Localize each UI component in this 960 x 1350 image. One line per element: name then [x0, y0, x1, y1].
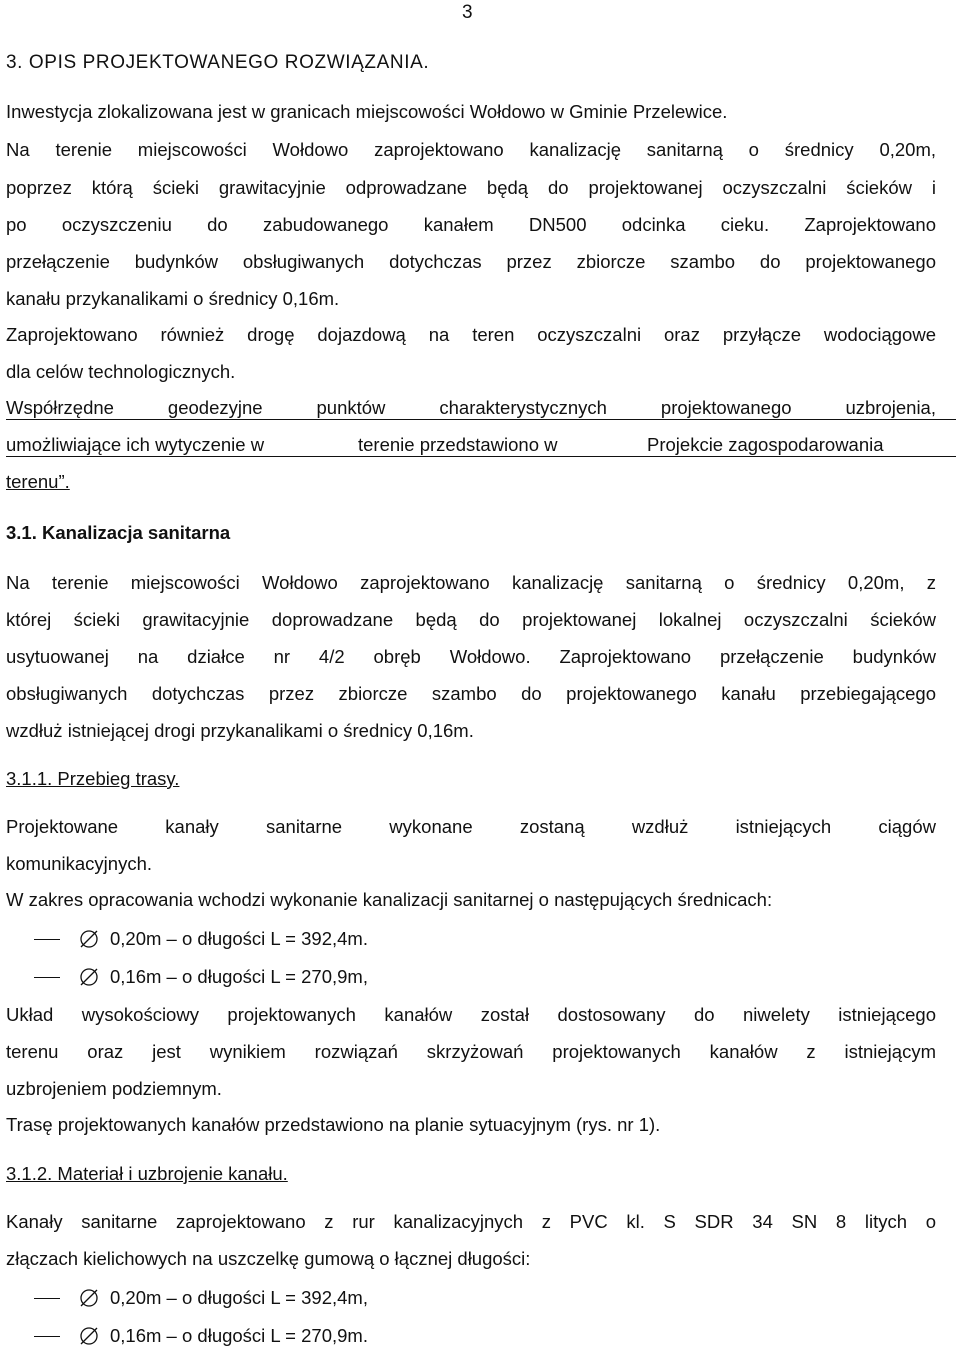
section-heading: 3. OPIS PROJEKTOWANEGO ROZWIĄZANIA.: [6, 52, 430, 73]
list-item-text: 0,16m – o długości L = 270,9m,: [110, 966, 368, 987]
paragraph-line: obsługiwanych dotychczas przez zbiorcze szambo do projektowanego kanału przebiegającego: [6, 683, 936, 704]
paragraph-line: poprzez którą ścieki grawitacyjnie odprowadzane będą do projektowanej oczyszczalni ścieków i: [6, 177, 936, 198]
subsection-heading: 3.1.2. Materiał i uzbrojenie kanału.: [6, 1163, 288, 1184]
paragraph-line: wzdłuż istniejącej drogi przykanalikami o średnicy 0,16m.: [6, 720, 474, 741]
diameter-symbol-icon: [78, 1287, 100, 1309]
paragraph-line: dla celów technologicznych.: [6, 361, 236, 382]
paragraph-line: Na terenie miejscowości Wołdowo zaprojektowano kanalizację sanitarną o średnicy 0,20m, z: [6, 572, 936, 593]
paragraph-line: terenu oraz jest wynikiem rozwiązań skrzyżowań projektowanych kanałów z istniejącym: [6, 1041, 936, 1062]
paragraph-line: której ścieki grawitacyjnie doprowadzane będą do projektowanej lokalnej oczyszczalni ścieków: [6, 609, 936, 630]
paragraph-line: komunikacyjnych.: [6, 853, 153, 874]
paragraph-line: Zaprojektowano również drogę dojazdową na teren oczyszczalni oraz przyłącze wodociągowe: [6, 324, 936, 345]
paragraph-line: Na terenie miejscowości Wołdowo zaprojektowano kanalizację sanitarną o średnicy 0,20m,: [6, 139, 936, 160]
subsection-heading: 3.1. Kanalizacja sanitarna: [6, 522, 231, 543]
paragraph-line: Projektowane kanały sanitarne wykonane zostaną wzdłuż istniejących ciągów: [6, 816, 936, 837]
diameter-symbol-icon: [78, 966, 100, 988]
list-item: [6, 966, 936, 988]
paragraph-line: po oczyszczeniu do zabudowanego kanałem DN500 odcinka cieku. Zaprojektowano: [6, 214, 936, 235]
paragraph-line: Kanały sanitarne zaprojektowano z rur kanalizacyjnych z PVC kl. S SDR 34 SN 8 litych o: [6, 1211, 936, 1232]
diameter-symbol-icon: [78, 928, 100, 950]
paragraph-line: złączach kielichowych na uszczelkę gumową o łącznej długości:: [6, 1248, 531, 1269]
paragraph-line: przełączenie budynków obsługiwanych dotychczas przez zbiorcze szambo do projektowanego: [6, 251, 936, 272]
list-item-text: 0,20m – o długości L = 392,4m.: [110, 928, 368, 949]
paragraph-line: Trasę projektowanych kanałów przedstawiono na planie sytuacyjnym (rys. nr 1).: [6, 1114, 661, 1135]
list-item: [6, 1325, 936, 1347]
paragraph-line: Projekcie zagospodarowania: [647, 434, 884, 455]
paragraph-line: kanału przykanalikami o średnicy 0,16m.: [6, 288, 340, 309]
diameter-symbol-icon: [78, 1325, 100, 1347]
list-item-text: 0,20m – o długości L = 392,4m,: [110, 1287, 368, 1308]
paragraph-line: terenu”.: [6, 471, 70, 492]
subsection-heading: 3.1.1. Przebieg trasy.: [6, 768, 180, 789]
paragraph-line: Współrzędne geodezyjne punktów charakterystycznych projektowanego uzbrojenia,: [6, 397, 936, 418]
list-item: [6, 1287, 936, 1309]
paragraph-line: Inwestycja zlokalizowana jest w granicach miejscowości Wołdowo w Gminie Przelewice.: [6, 101, 728, 122]
page-number: 3: [462, 2, 473, 23]
list-item: [6, 928, 936, 950]
en-dash-bullet-icon: [34, 1298, 60, 1299]
paragraph-line: usytuowanej na działce nr 4/2 obręb Wołdowo. Zaprojektowano przełączenie budynków: [6, 646, 936, 667]
en-dash-bullet-icon: [34, 939, 60, 940]
paragraph-line: W zakres opracowania wchodzi wykonanie kanalizacji sanitarnej o następujących średnicach:: [6, 889, 773, 910]
paragraph-line: umożliwiające ich wytyczenie w: [6, 434, 265, 455]
paragraph-line: terenie przedstawiono w: [358, 434, 558, 455]
en-dash-bullet-icon: [34, 1336, 60, 1337]
en-dash-bullet-icon: [34, 977, 60, 978]
paragraph-line: uzbrojeniem podziemnym.: [6, 1078, 222, 1099]
list-item-text: 0,16m – o długości L = 270,9m.: [110, 1325, 368, 1346]
paragraph-line: Układ wysokościowy projektowanych kanałów został dostosowany do niwelety istniejącego: [6, 1004, 936, 1025]
